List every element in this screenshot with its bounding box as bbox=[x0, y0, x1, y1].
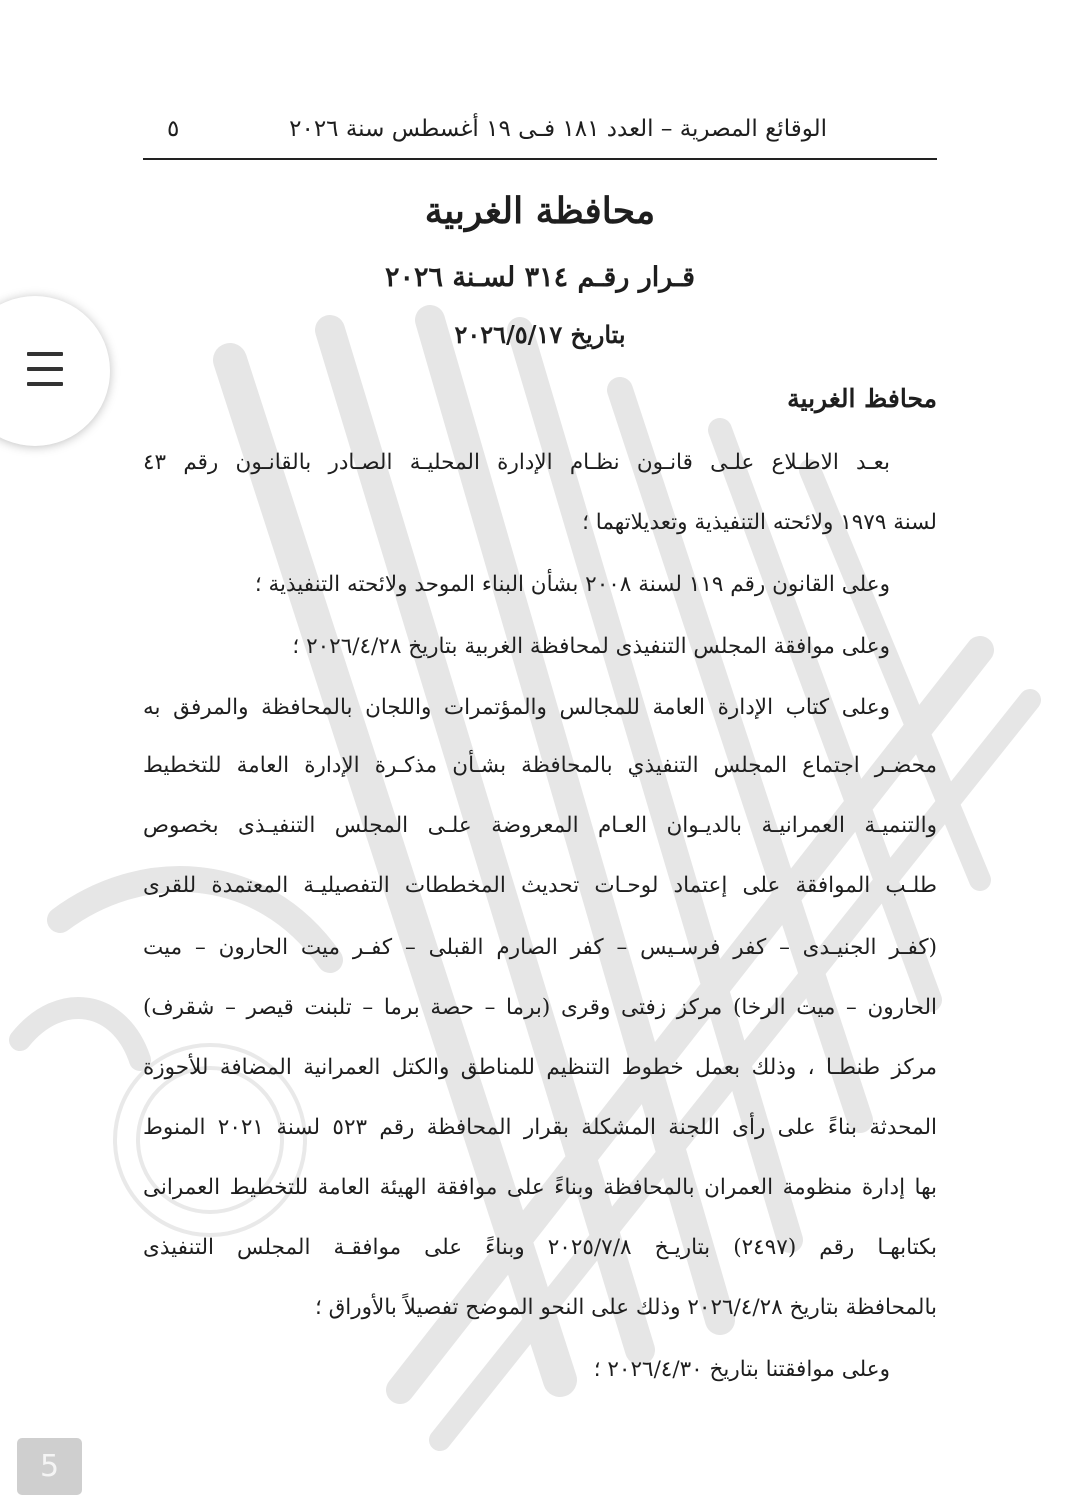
body-line: بها إدارة منظومة العمران بالمحافظة وبناءً على موافقة الهيئة العامة للتخطيط العمرانى bbox=[143, 1175, 937, 1200]
body-line: وعلى القانون رقم ١١٩ لسنة ٢٠٠٨ بشأن البناء الموحد ولائحته التنفيذية ؛ bbox=[254, 572, 890, 597]
body-line: بكتابهـا رقم (٢٤٩٧) بتاريـخ ٢٠٢٥/٧/٨ وبناءً على موافقـة المجلس التنفيذى bbox=[143, 1235, 937, 1260]
document-title: محافظة الغربية bbox=[424, 190, 656, 232]
body-line: بعـد الاطـلاع علـى قانـون نظـام الإدارة المحليـة الصـادر بالقانـون رقم ٤٣ bbox=[143, 450, 890, 475]
body-line: وعلى كتاب الإدارة العامة للمجالس والمؤتمرات واللجان بالمحافظة والمرفق به bbox=[143, 695, 890, 720]
decree-number: قـرار رقـم ٣١٤ لسـنة ٢٠٢٦ bbox=[384, 262, 696, 293]
body-line: بالمحافظة بتاريخ ٢٠٢٦/٤/٢٨ وذلك على النحو الموضح تفصيلاً بالأوراق ؛ bbox=[314, 1295, 937, 1320]
page-number: ٥ bbox=[167, 116, 180, 142]
body-line: والتنميـة العمرانيـة بالديـوان العـام المعروضة علـى المجلس التنفيـذى بخصوص bbox=[143, 813, 937, 838]
body-line: وعلى موافقة المجلس التنفيذى لمحافظة الغربية بتاريخ ٢٠٢٦/٤/٢٨ ؛ bbox=[292, 634, 890, 659]
body-line: الحارون – ميت الرخا) مركز زفتى وقرى (برما – حصة برما – تلبنت قيصر – شقرف) bbox=[143, 995, 937, 1020]
decree-date: بتاريخ ٢٠٢٦/٥/١٧ bbox=[454, 320, 626, 349]
body-line: المحدثة بناءً على رأى اللجنة المشكلة بقرار المحافظة رقم ٥٢٣ لسنة ٢٠٢١ المنوط bbox=[143, 1115, 937, 1140]
body-line: لسنة ١٩٧٩ ولائحته التنفيذية وتعديلاتهما ؛ bbox=[582, 510, 937, 535]
body-line: وعلى موافقتنا بتاريخ ٢٠٢٦/٤/٣٠ ؛ bbox=[593, 1357, 890, 1382]
governor-heading: محافظ الغربية bbox=[787, 384, 937, 413]
body-line: طلـب الموافقة على إعتماد لوحـات تحديث المخططات التفصيليـة المعتمدة للقرى bbox=[143, 873, 937, 898]
running-header bbox=[143, 112, 937, 160]
page-indicator-badge: 5 bbox=[17, 1438, 82, 1495]
body-line: (كفـر الجنيـدى – كفر فرسـيس – كفر الصارم القبلى – كفـر ميت الحارون – ميت bbox=[143, 935, 937, 960]
hamburger-menu-icon[interactable] bbox=[27, 352, 63, 386]
body-line: مركز طنطـا ، وذلك بعمل خطوط التنظيم للمناطق والكتل العمرانية المضافة للأحوزة bbox=[143, 1055, 937, 1080]
body-line: محضـر اجتماع المجلس التنفيذي بالمحافظة بشـأن مذكـرة الإدارة العامة للتخطيط bbox=[143, 753, 937, 778]
running-title: الوقائع المصرية – العدد ١٨١ فـى ١٩ أغسطس سنة ٢٠٢٦ bbox=[289, 116, 827, 142]
